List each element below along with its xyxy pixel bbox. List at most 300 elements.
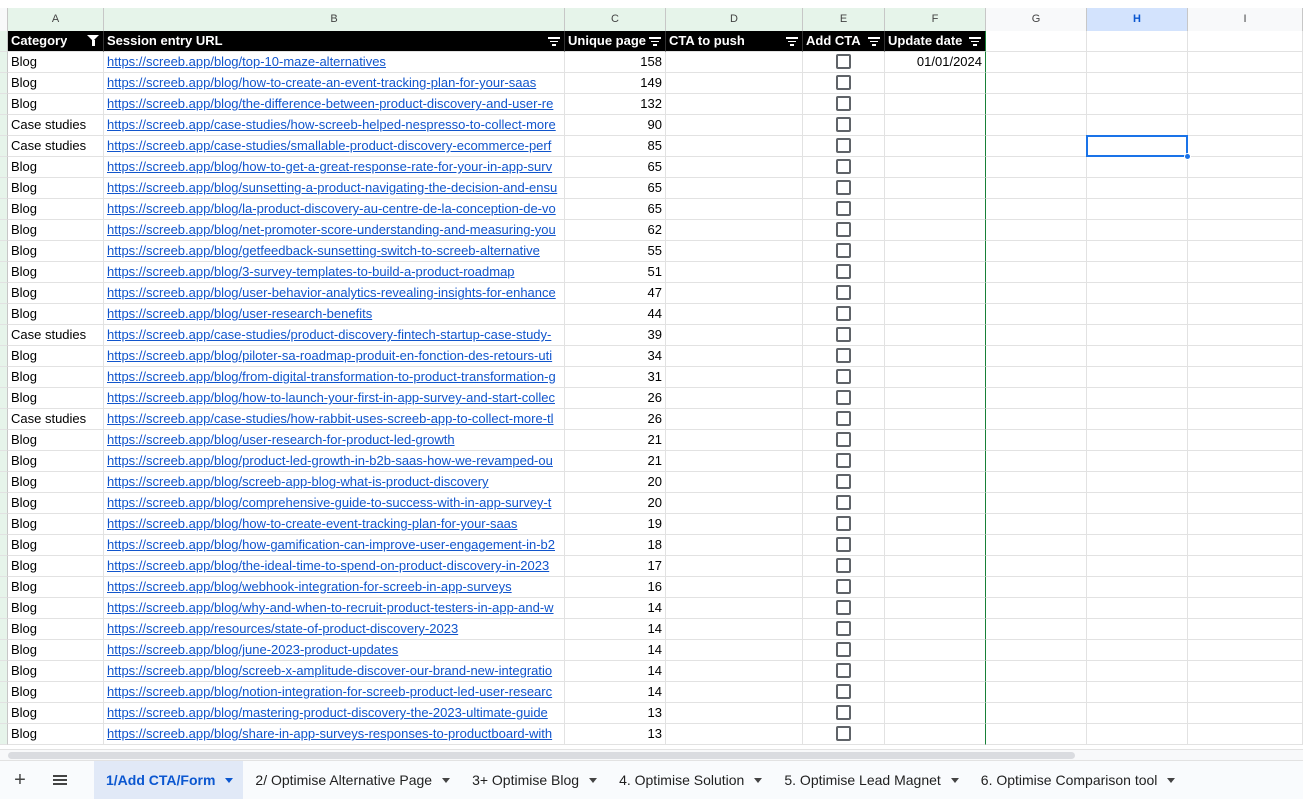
unique-views-cell[interactable]: 34 [565,346,666,367]
add-cta-checkbox[interactable] [836,621,851,636]
url-link[interactable]: https://screeb.app/case-studies/how-rabbit-uses-screeb-app-to-collect-more-tl [107,411,554,426]
cell[interactable] [1087,199,1188,220]
url-cell[interactable] [104,703,565,724]
category-cell[interactable]: Blog [8,157,104,178]
cell[interactable] [1188,472,1303,493]
row-number[interactable] [0,619,8,640]
url-cell[interactable] [104,367,565,388]
add-cta-checkbox[interactable] [836,180,851,195]
cta-cell[interactable] [666,73,803,94]
cell[interactable] [986,241,1087,262]
add-cta-checkbox[interactable] [836,663,851,678]
add-cta-cell[interactable] [803,388,885,409]
cta-cell[interactable] [666,346,803,367]
update-date-cell[interactable] [885,262,986,283]
cta-cell[interactable] [666,430,803,451]
cell[interactable] [986,661,1087,682]
cta-cell[interactable] [666,451,803,472]
update-date-cell[interactable] [885,451,986,472]
sheet-tab[interactable] [607,761,772,799]
cell[interactable] [1188,115,1303,136]
cta-cell[interactable] [666,199,803,220]
category-cell[interactable]: Case studies [8,325,104,346]
cell[interactable] [1087,346,1188,367]
category-cell[interactable]: Blog [8,262,104,283]
unique-views-cell[interactable]: 14 [565,640,666,661]
cta-cell[interactable] [666,94,803,115]
category-cell[interactable]: Blog [8,535,104,556]
category-cell[interactable]: Blog [8,619,104,640]
category-cell[interactable]: Blog [8,52,104,73]
filter-icon[interactable] [649,35,661,47]
cell[interactable] [1188,724,1303,745]
category-cell[interactable]: Blog [8,367,104,388]
url-link[interactable]: https://screeb.app/blog/why-and-when-to-recruit-product-testers-in-app-and-w [107,600,554,615]
url-cell[interactable] [104,115,565,136]
add-cta-checkbox[interactable] [836,537,851,552]
url-link[interactable]: https://screeb.app/resources/state-of-product-discovery-2023 [107,621,459,636]
add-cta-cell[interactable] [803,346,885,367]
unique-views-cell[interactable]: 26 [565,409,666,430]
cell[interactable] [1087,514,1188,535]
cell[interactable] [1087,220,1188,241]
row-number[interactable] [0,661,8,682]
cell[interactable] [1087,661,1188,682]
cta-cell[interactable] [666,493,803,514]
cell[interactable] [986,724,1087,745]
add-cta-cell[interactable] [803,514,885,535]
update-date-cell[interactable] [885,577,986,598]
add-cta-cell[interactable] [803,94,885,115]
row-number[interactable] [0,388,8,409]
row-number[interactable] [0,514,8,535]
category-cell[interactable]: Blog [8,640,104,661]
unique-views-cell[interactable]: 55 [565,241,666,262]
category-cell[interactable]: Blog [8,220,104,241]
update-date-cell[interactable] [885,682,986,703]
url-link[interactable]: https://screeb.app/blog/notion-integration-for-screeb-product-led-user-researc [107,684,553,699]
cell[interactable] [1087,262,1188,283]
cta-cell[interactable] [666,556,803,577]
url-cell[interactable] [104,514,565,535]
unique-views-cell[interactable]: 132 [565,94,666,115]
unique-views-cell[interactable]: 19 [565,514,666,535]
scrollbar-thumb[interactable] [8,752,1075,759]
update-date-cell[interactable] [885,724,986,745]
update-date-cell[interactable] [885,472,986,493]
unique-views-cell[interactable]: 14 [565,682,666,703]
add-cta-cell[interactable] [803,178,885,199]
update-date-cell[interactable] [885,430,986,451]
add-cta-checkbox[interactable] [836,348,851,363]
cta-cell[interactable] [666,514,803,535]
cell[interactable] [1188,682,1303,703]
add-cta-checkbox[interactable] [836,222,851,237]
category-cell[interactable]: Blog [8,451,104,472]
cell[interactable] [1188,577,1303,598]
update-date-cell[interactable] [885,178,986,199]
cell[interactable] [1087,52,1188,73]
cell[interactable] [986,31,1087,52]
cta-cell[interactable] [666,241,803,262]
url-cell[interactable] [104,682,565,703]
url-link[interactable]: https://screeb.app/blog/how-to-create-event-tracking-plan-for-your-saas [107,516,518,531]
row-number[interactable] [0,472,8,493]
add-cta-cell[interactable] [803,535,885,556]
url-link[interactable]: https://screeb.app/blog/webhook-integration-for-screeb-in-app-surveys [107,579,512,594]
cell[interactable] [1087,31,1188,52]
cell[interactable] [1188,514,1303,535]
update-date-cell[interactable] [885,115,986,136]
unique-views-cell[interactable]: 20 [565,472,666,493]
add-cta-checkbox[interactable] [836,432,851,447]
add-cta-cell[interactable] [803,493,885,514]
cell[interactable] [986,619,1087,640]
cell[interactable] [1188,178,1303,199]
cell[interactable] [986,220,1087,241]
url-link[interactable]: https://screeb.app/blog/user-research-benefits [107,306,373,321]
unique-views-cell[interactable]: 14 [565,598,666,619]
cell[interactable] [1188,640,1303,661]
header-add-cta[interactable] [803,31,885,52]
url-link[interactable]: https://screeb.app/blog/share-in-app-surveys-responses-to-productboard-with [107,726,553,741]
cta-cell[interactable] [666,220,803,241]
add-cta-checkbox[interactable] [836,285,851,300]
update-date-cell[interactable] [885,640,986,661]
add-cta-cell[interactable] [803,472,885,493]
url-cell[interactable] [104,409,565,430]
filter-icon[interactable] [969,35,981,47]
caret-down-icon[interactable] [754,778,762,783]
cta-cell[interactable] [666,52,803,73]
row-number[interactable] [0,115,8,136]
url-cell[interactable] [104,619,565,640]
url-link[interactable]: https://screeb.app/blog/screeb-x-amplitude-discover-our-brand-new-integratio [107,663,553,678]
cta-cell[interactable] [666,262,803,283]
url-cell[interactable] [104,283,565,304]
url-link[interactable]: https://screeb.app/blog/how-to-create-an-event-tracking-plan-for-your-saas [107,75,537,90]
url-link[interactable]: https://screeb.app/blog/3-survey-templates-to-build-a-product-roadmap [107,264,515,279]
cta-cell[interactable] [666,640,803,661]
column-header-f[interactable]: F [885,8,986,31]
cell[interactable] [1188,52,1303,73]
row-number[interactable] [0,304,8,325]
caret-down-icon[interactable] [225,778,233,783]
add-cta-checkbox[interactable] [836,495,851,510]
cell[interactable] [1087,724,1188,745]
unique-views-cell[interactable]: 65 [565,178,666,199]
header-cta[interactable] [666,31,803,52]
cell[interactable] [986,514,1087,535]
cell[interactable] [986,157,1087,178]
add-cta-cell[interactable] [803,220,885,241]
cell[interactable] [1087,157,1188,178]
cell[interactable] [986,346,1087,367]
row-number[interactable] [0,346,8,367]
unique-views-cell[interactable]: 149 [565,73,666,94]
cta-cell[interactable] [666,619,803,640]
row-number[interactable] [0,220,8,241]
update-date-cell[interactable] [885,157,986,178]
url-cell[interactable] [104,241,565,262]
unique-views-cell[interactable]: 13 [565,724,666,745]
add-cta-checkbox[interactable] [836,390,851,405]
cell[interactable] [1087,304,1188,325]
column-header-a[interactable]: A [8,8,104,31]
add-cta-checkbox[interactable] [836,642,851,657]
category-cell[interactable]: Blog [8,703,104,724]
header-url[interactable] [104,31,565,52]
filter-icon[interactable] [868,35,880,47]
update-date-cell[interactable] [885,556,986,577]
cta-cell[interactable] [666,136,803,157]
cell[interactable] [986,703,1087,724]
category-cell[interactable]: Blog [8,346,104,367]
cell[interactable] [1087,94,1188,115]
url-cell[interactable] [104,304,565,325]
cta-cell[interactable] [666,661,803,682]
add-cta-checkbox[interactable] [836,453,851,468]
url-cell[interactable] [104,388,565,409]
update-date-cell[interactable] [885,409,986,430]
category-cell[interactable]: Case studies [8,409,104,430]
update-date-cell[interactable] [885,220,986,241]
cell[interactable] [1188,262,1303,283]
cta-cell[interactable] [666,598,803,619]
add-cta-cell[interactable] [803,724,885,745]
url-cell[interactable] [104,661,565,682]
cta-cell[interactable] [666,535,803,556]
cta-cell[interactable] [666,724,803,745]
url-cell[interactable] [104,535,565,556]
cell[interactable] [986,556,1087,577]
cell[interactable] [986,535,1087,556]
add-cta-cell[interactable] [803,409,885,430]
url-cell[interactable] [104,640,565,661]
update-date-cell[interactable] [885,619,986,640]
caret-down-icon[interactable] [442,778,450,783]
select-all-corner[interactable] [0,8,8,31]
unique-views-cell[interactable]: 16 [565,577,666,598]
url-cell[interactable] [104,94,565,115]
row-number[interactable] [0,199,8,220]
url-cell[interactable] [104,346,565,367]
add-cta-cell[interactable] [803,283,885,304]
cell[interactable] [1087,73,1188,94]
add-cta-checkbox[interactable] [836,243,851,258]
row-number[interactable] [0,577,8,598]
update-date-cell[interactable] [885,241,986,262]
cell[interactable] [986,640,1087,661]
row-number[interactable] [0,430,8,451]
update-date-cell[interactable] [885,514,986,535]
category-cell[interactable]: Blog [8,493,104,514]
sheet-tab[interactable] [243,761,460,799]
category-cell[interactable]: Blog [8,199,104,220]
filter-icon[interactable] [548,35,560,47]
cell[interactable] [986,52,1087,73]
fill-handle[interactable] [1184,153,1191,160]
unique-views-cell[interactable]: 65 [565,199,666,220]
cell[interactable] [1087,430,1188,451]
row-number[interactable] [0,262,8,283]
cell[interactable] [1188,31,1303,52]
add-cta-cell[interactable] [803,157,885,178]
row-number[interactable] [0,73,8,94]
add-cta-checkbox[interactable] [836,600,851,615]
url-cell[interactable] [104,472,565,493]
cell[interactable] [986,472,1087,493]
cell[interactable] [986,493,1087,514]
cell[interactable] [1188,304,1303,325]
url-cell[interactable] [104,724,565,745]
unique-views-cell[interactable]: 85 [565,136,666,157]
url-link[interactable]: https://screeb.app/blog/product-led-growth-in-b2b-saas-how-we-revamped-ou [107,453,553,468]
url-cell[interactable] [104,136,565,157]
cell[interactable] [986,430,1087,451]
row-number[interactable] [0,724,8,745]
add-cta-checkbox[interactable] [836,201,851,216]
add-cta-cell[interactable] [803,136,885,157]
cell[interactable] [1188,136,1303,157]
update-date-cell[interactable] [885,367,986,388]
cell[interactable] [1188,451,1303,472]
add-cta-checkbox[interactable] [836,264,851,279]
caret-down-icon[interactable] [1167,778,1175,783]
add-cta-cell[interactable] [803,52,885,73]
row-number[interactable] [0,703,8,724]
category-cell[interactable]: Blog [8,577,104,598]
row-number[interactable] [0,493,8,514]
category-cell[interactable]: Blog [8,178,104,199]
cell[interactable] [986,325,1087,346]
cell[interactable] [1188,94,1303,115]
update-date-cell[interactable] [885,199,986,220]
cell[interactable] [986,73,1087,94]
cell[interactable] [1188,409,1303,430]
add-cta-cell[interactable] [803,661,885,682]
url-cell[interactable] [104,556,565,577]
cta-cell[interactable] [666,472,803,493]
row-number[interactable] [0,325,8,346]
update-date-cell[interactable] [885,661,986,682]
url-cell[interactable] [104,262,565,283]
sheet-tab[interactable] [969,761,1186,799]
unique-views-cell[interactable]: 158 [565,52,666,73]
url-link[interactable]: https://screeb.app/blog/user-behavior-analytics-revealing-insights-for-enhance [107,285,556,300]
add-cta-cell[interactable] [803,640,885,661]
add-cta-cell[interactable] [803,430,885,451]
row-number[interactable] [0,94,8,115]
cell[interactable] [1087,367,1188,388]
update-date-cell[interactable] [885,73,986,94]
cell[interactable] [986,451,1087,472]
row-number[interactable] [0,409,8,430]
cta-cell[interactable] [666,682,803,703]
cell[interactable] [1188,325,1303,346]
cell[interactable] [1188,157,1303,178]
category-cell[interactable]: Blog [8,283,104,304]
unique-views-cell[interactable]: 18 [565,535,666,556]
add-cta-checkbox[interactable] [836,327,851,342]
add-cta-checkbox[interactable] [836,705,851,720]
cell[interactable] [1188,598,1303,619]
unique-views-cell[interactable]: 90 [565,115,666,136]
unique-views-cell[interactable]: 39 [565,325,666,346]
cell[interactable] [1087,388,1188,409]
cell[interactable] [1087,682,1188,703]
category-cell[interactable]: Blog [8,241,104,262]
cell[interactable] [1087,472,1188,493]
add-cta-cell[interactable] [803,598,885,619]
plus-icon[interactable]: + [14,768,26,791]
all-sheets-button[interactable] [40,761,80,799]
category-cell[interactable]: Blog [8,556,104,577]
update-date-cell[interactable] [885,535,986,556]
cell[interactable] [986,388,1087,409]
url-cell[interactable] [104,73,565,94]
add-cta-cell[interactable] [803,367,885,388]
unique-views-cell[interactable]: 14 [565,661,666,682]
cell[interactable] [1087,640,1188,661]
update-date-cell[interactable] [885,388,986,409]
filter-icon[interactable] [786,35,798,47]
url-link[interactable]: https://screeb.app/blog/how-to-launch-your-first-in-app-survey-and-start-collec [107,390,555,405]
unique-views-cell[interactable]: 21 [565,430,666,451]
unique-views-cell[interactable]: 62 [565,220,666,241]
cell[interactable] [1188,220,1303,241]
cell[interactable] [986,94,1087,115]
row-number[interactable] [0,52,8,73]
url-cell[interactable] [104,577,565,598]
add-cta-cell[interactable] [803,325,885,346]
url-cell[interactable] [104,178,565,199]
cell[interactable] [986,409,1087,430]
update-date-cell[interactable] [885,703,986,724]
add-cta-checkbox[interactable] [836,726,851,741]
url-link[interactable]: https://screeb.app/blog/how-gamification-can-improve-user-engagement-in-b2 [107,537,556,552]
add-cta-cell[interactable] [803,304,885,325]
url-cell[interactable] [104,451,565,472]
add-cta-checkbox[interactable] [836,579,851,594]
row-number[interactable] [0,451,8,472]
cell[interactable] [1188,346,1303,367]
unique-views-cell[interactable]: 44 [565,304,666,325]
cell[interactable] [1087,703,1188,724]
unique-views-cell[interactable]: 13 [565,703,666,724]
cell[interactable] [1188,661,1303,682]
update-date-cell[interactable]: 01/01/2024 [885,52,986,73]
cell[interactable] [1188,388,1303,409]
cta-cell[interactable] [666,703,803,724]
add-cta-checkbox[interactable] [836,138,851,153]
cell[interactable] [1087,325,1188,346]
update-date-cell[interactable] [885,136,986,157]
update-date-cell[interactable] [885,94,986,115]
url-link[interactable]: https://screeb.app/blog/the-difference-between-product-discovery-and-user-re [107,96,554,111]
unique-views-cell[interactable]: 17 [565,556,666,577]
url-link[interactable]: https://screeb.app/blog/screeb-app-blog-what-is-product-discovery [107,474,489,489]
update-date-cell[interactable] [885,598,986,619]
add-cta-checkbox[interactable] [836,306,851,321]
cell[interactable] [1188,493,1303,514]
category-cell[interactable]: Blog [8,304,104,325]
add-cta-cell[interactable] [803,199,885,220]
row-number[interactable] [0,535,8,556]
unique-views-cell[interactable]: 26 [565,388,666,409]
url-link[interactable]: https://screeb.app/blog/top-10-maze-alternatives [107,54,386,69]
cell[interactable] [1188,619,1303,640]
